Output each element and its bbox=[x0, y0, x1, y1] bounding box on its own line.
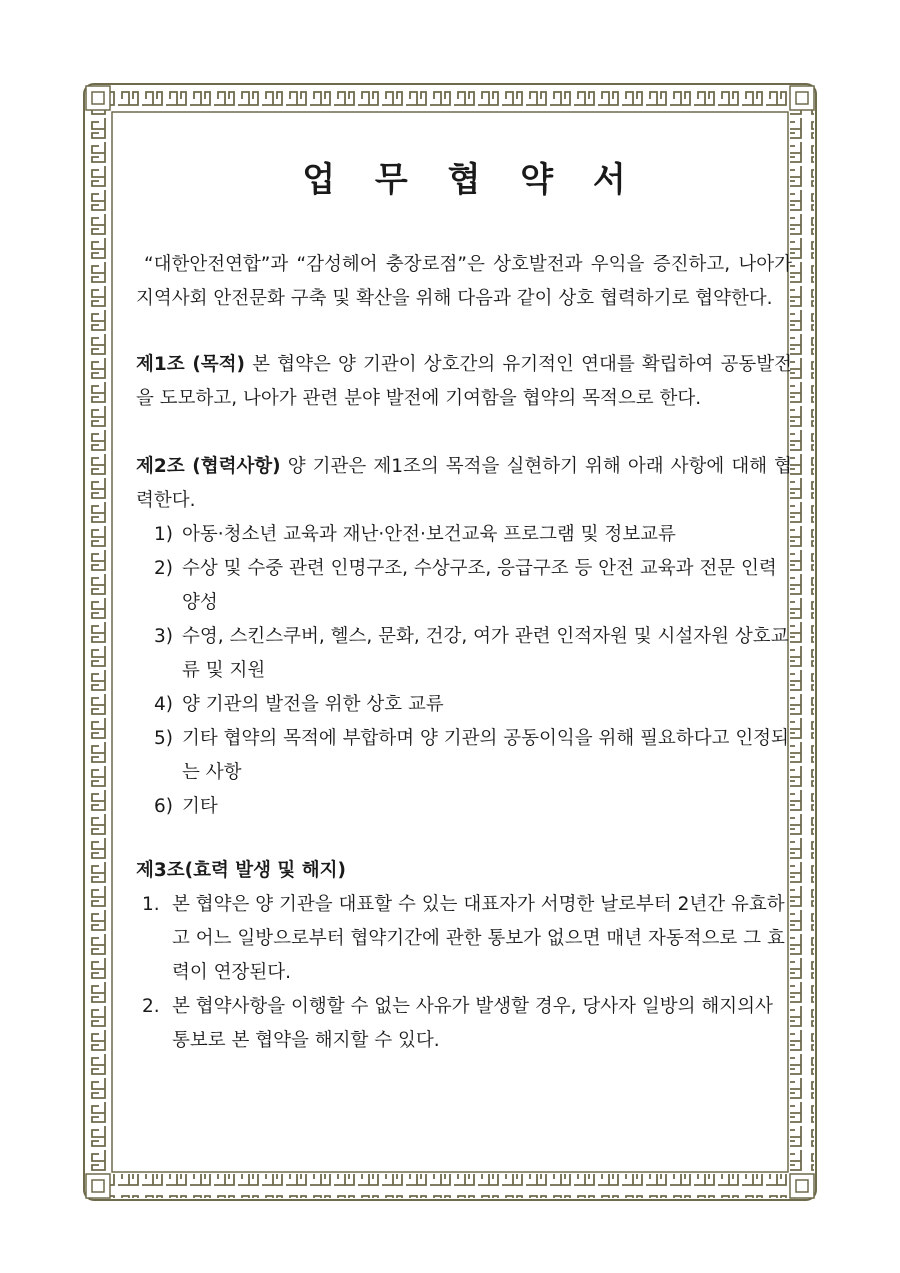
article-2-items bbox=[136, 518, 792, 824]
list-item-number: 6) bbox=[154, 796, 173, 817]
list-item bbox=[154, 620, 792, 688]
list-item-number: 1) bbox=[154, 524, 173, 545]
article-1-heading: 제1조 (목적) bbox=[136, 354, 245, 375]
list-item-number: 5) bbox=[154, 728, 173, 749]
list-item-text: 양 기관의 발전을 위한 상호 교류 bbox=[182, 694, 444, 715]
list-item-number: 2. bbox=[142, 996, 160, 1017]
article-3-items bbox=[136, 888, 792, 1058]
article-2-body: 양 기관은 제1조의 목적을 실현하기 위해 아래 사항에 대해 협력한다. bbox=[136, 456, 792, 511]
list-item-text: 기타 협약의 목적에 부합하며 양 기관의 공동이익을 위해 필요하다고 인정되는 사항 bbox=[182, 728, 789, 783]
list-item bbox=[142, 990, 792, 1058]
list-item-text: 본 협약은 양 기관을 대표할 수 있는 대표자가 서명한 날로부터 2년간 유효하고 어느 일방으로부터 협약기간에 관한 통보가 없으면 매년 자동적으로 그 효력이 연장된다. bbox=[172, 894, 785, 983]
document-body bbox=[136, 150, 792, 1058]
list-item-text: 본 협약사항을 이행할 수 없는 사유가 발생할 경우, 당사자 일방의 해지의사 통보로 본 협약을 해지할 수 있다. bbox=[172, 996, 773, 1051]
list-item-text: 기타 bbox=[182, 796, 218, 817]
list-item bbox=[154, 722, 792, 790]
article-1-body: 본 협약은 양 기관이 상호간의 유기적인 연대를 확립하여 공동발전을 도모하고, 나아가 관련 분야 발전에 기여함을 협약의 목적으로 한다. bbox=[136, 354, 792, 409]
intro-paragraph: “대한안전연합”과 “감성헤어 충장로점”은 상호발전과 우익을 증진하고, 나아가 지역사회 안전문화 구축 및 확산을 위해 다음과 같이 상호 협력하기로 협약한다. bbox=[136, 254, 792, 309]
article-2-heading: 제2조 (협력사항) bbox=[136, 456, 281, 477]
article-3-heading: 제3조(효력 발생 및 해지) bbox=[136, 860, 346, 881]
list-item-number: 1. bbox=[142, 894, 160, 915]
list-item bbox=[142, 888, 792, 990]
list-item-number: 4) bbox=[154, 694, 173, 715]
list-item bbox=[154, 518, 792, 552]
list-item bbox=[154, 552, 792, 620]
article-1 bbox=[136, 348, 792, 416]
document-title: 업 무 협 약 서 bbox=[302, 160, 640, 200]
list-item-number: 2) bbox=[154, 558, 173, 579]
list-item-text: 수영, 스킨스쿠버, 헬스, 문화, 건강, 여가 관련 인적자원 및 시설자원 상호교류 및 지원 bbox=[182, 626, 789, 681]
list-item-text: 아동·청소년 교육과 재난·안전·보건교육 프로그램 및 정보교류 bbox=[182, 524, 676, 545]
list-item-text: 수상 및 수중 관련 인명구조, 수상구조, 응급구조 등 안전 교육과 전문 인력 양성 bbox=[182, 558, 777, 613]
list-item bbox=[154, 688, 792, 722]
article-2 bbox=[136, 450, 792, 518]
list-item-number: 3) bbox=[154, 626, 173, 647]
list-item bbox=[154, 790, 792, 824]
